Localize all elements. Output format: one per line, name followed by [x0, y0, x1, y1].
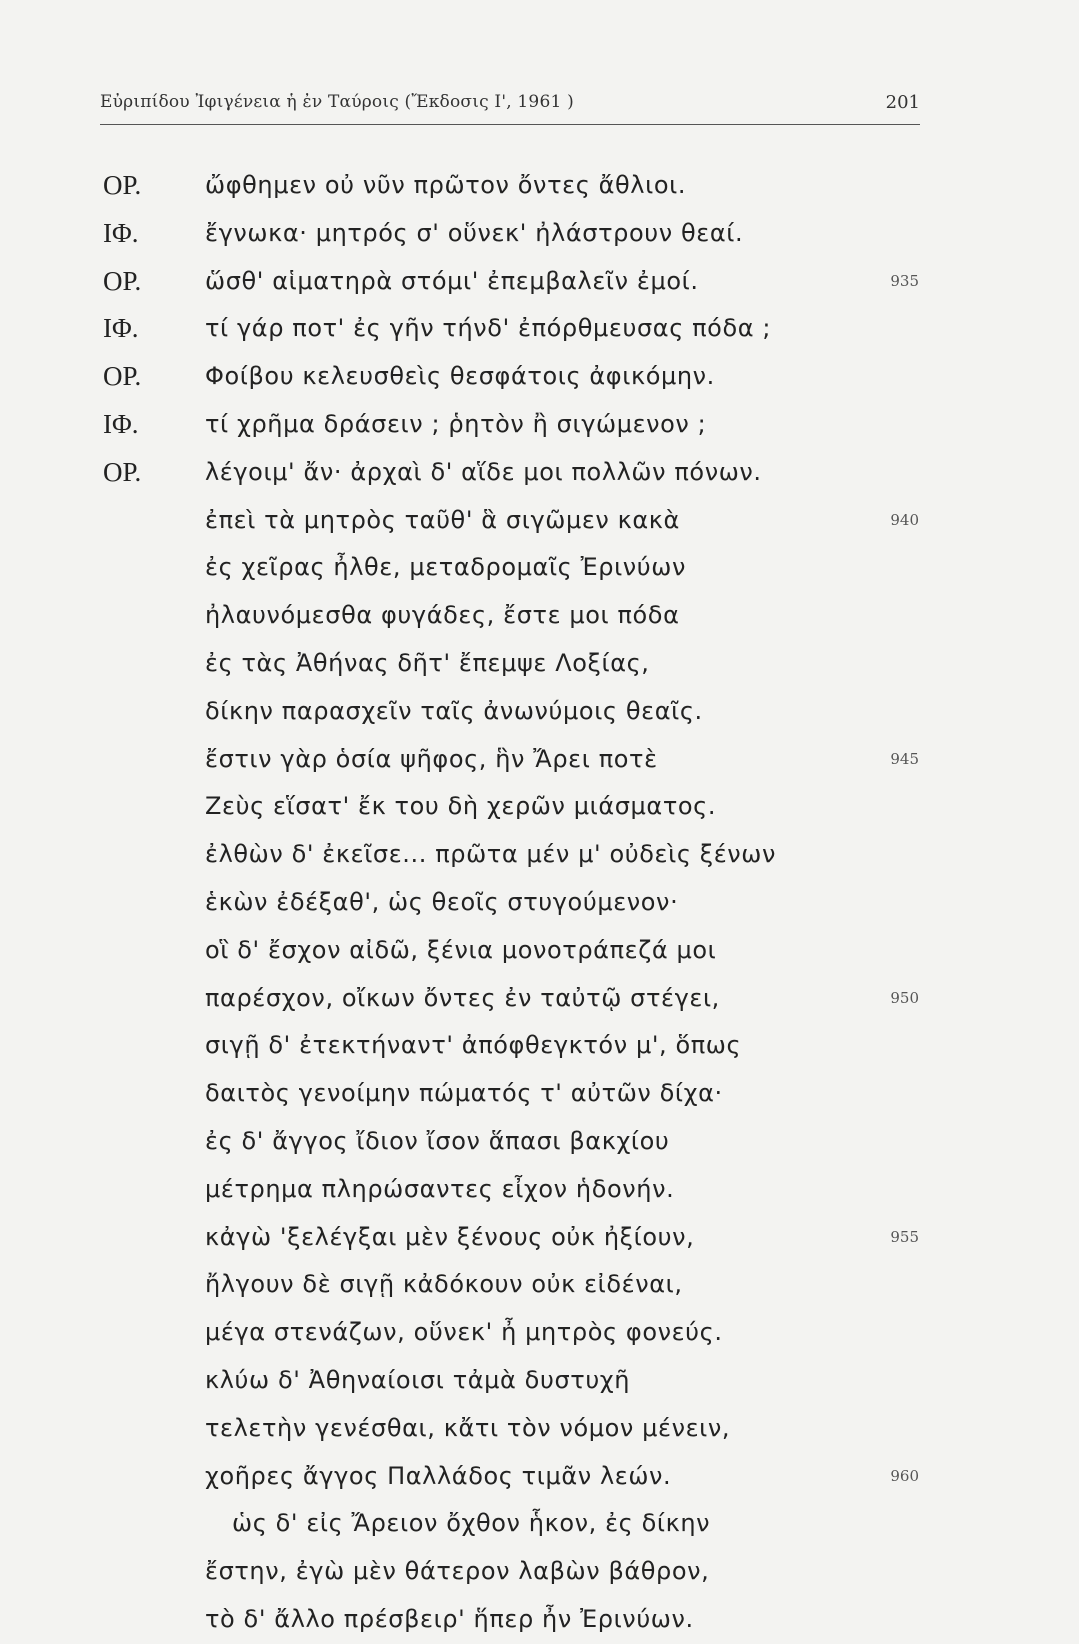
- verse-line: [0, 736, 1079, 784]
- speaker-label: ΟΡ.: [103, 170, 142, 200]
- verse-line: [0, 1357, 1079, 1405]
- verse-text: μέτρημα πληρώσαντες εἶχον ἡδονήν.: [205, 1174, 675, 1203]
- verse-line: [0, 640, 1079, 688]
- verse-text: τί χρῆμα δράσειν ; ῥητὸν ἢ σιγώμενον ;: [205, 409, 707, 438]
- verse-line: [0, 1405, 1079, 1453]
- verse-text: ἐς χεῖρας ἦλθε, μεταδρομαῖς Ἐρινύων: [205, 553, 686, 582]
- verse-line: [0, 831, 1079, 879]
- speaker-label: ΙΦ.: [103, 217, 139, 248]
- verse-line: [0, 353, 1079, 401]
- verse-text: ἠλαυνόμεσθα φυγάδες, ἔστε μοι πόδα: [205, 601, 680, 630]
- verse-line: [0, 1548, 1079, 1596]
- verse-text: δαιτὸς γενοίμην πώματός τ' αὐτῶν δίχα·: [205, 1079, 723, 1108]
- verse-text: ὥσθ' αἱματηρὰ στόμι' ἐπεμβαλεῖν ἐμοί.: [205, 266, 699, 295]
- verse-line: [0, 592, 1079, 640]
- verse-text: ἤλγουν δὲ σιγῇ κἀδόκουν οὐκ εἰδέναι,: [205, 1270, 683, 1299]
- verse-text: ἔγνωκα· μητρός σ' οὕνεκ' ἠλάστρουν θεαί.: [205, 218, 744, 247]
- verse-text: ἐς τὰς Ἀθήνας δῆτ' ἔπεμψε Λοξίας,: [205, 648, 650, 677]
- verse-text: Φοίβου κελευσθεὶς θεσφάτοις ἀφικόμην.: [205, 362, 715, 391]
- verse-text: μέγα στενάζων, οὕνεκ' ἦ μητρὸς φονεύς.: [205, 1318, 723, 1347]
- verse-block: [0, 162, 1079, 1644]
- line-number: 960: [890, 1466, 919, 1485]
- verse-text: δίκην παρασχεῖν ταῖς ἀνωνύμοις θεαῖς.: [205, 696, 703, 725]
- speaker-label: ΟΡ.: [103, 361, 142, 392]
- verse-line: [0, 1261, 1079, 1309]
- verse-line: [0, 1070, 1079, 1118]
- verse-text: κἀγὼ 'ξελέγξαι μὲν ξένους οὐκ ἠξίουν,: [205, 1222, 695, 1251]
- running-title: Εὐριπίδου Ἰφιγένεια ἡ ἐν Ταύροις (Ἔκδοσις Ι', 1961 ): [100, 92, 574, 112]
- verse-line: [0, 544, 1079, 592]
- line-number: 940: [890, 510, 919, 529]
- verse-text: τελετὴν γενέσθαι, κἄτι τὸν νόμον μένειν,: [205, 1413, 731, 1442]
- verse-line: [0, 1214, 1079, 1262]
- verse-line: [0, 688, 1079, 736]
- verse-text: κλύω δ' Ἀθηναίοισι τἀμὰ δυστυχῆ: [205, 1365, 631, 1394]
- line-number: 935: [890, 271, 919, 290]
- verse-line: [0, 927, 1079, 975]
- page-number: 201: [885, 92, 920, 113]
- verse-text: ἐς δ' ἄγγος ἴδιον ἴσον ἅπασι βακχίου: [205, 1126, 670, 1155]
- verse-text: ὤφθημεν οὐ νῦν πρῶτον ὄντες ἄθλιοι.: [205, 171, 687, 199]
- verse-line: [0, 258, 1079, 306]
- verse-text: λέγοιμ' ἄν· ἀρχαὶ δ' αἵδε μοι πολλῶν πόνων.: [205, 457, 762, 486]
- verse-text: ἔστην, ἐγὼ μὲν θάτερον λαβὼν βάθρον,: [205, 1557, 710, 1586]
- verse-line: [0, 783, 1079, 831]
- verse-text: τί γάρ ποτ' ἐς γῆν τήνδ' ἐπόρθμευσας πόδα ;: [205, 314, 772, 343]
- header-rule: [100, 124, 920, 125]
- verse-line: [0, 210, 1079, 258]
- line-number: 950: [890, 988, 919, 1007]
- speaker-label: ΟΡ.: [103, 265, 142, 296]
- line-number: 945: [890, 749, 919, 768]
- verse-text: ἐλθὼν δ' ἐκεῖσε... πρῶτα μέν μ' οὐδεὶς ξένων: [205, 840, 776, 869]
- verse-text: Ζεὺς εἵσατ' ἔκ του δὴ χερῶν μιάσματος.: [205, 792, 717, 821]
- verse-line: [0, 1166, 1079, 1214]
- verse-line: [0, 401, 1079, 449]
- verse-line: [0, 1118, 1079, 1166]
- verse-text: ἑκὼν ἐδέξαθ', ὡς θεοῖς στυγούμενον·: [205, 887, 679, 916]
- verse-text: παρέσχον, οἴκων ὄντες ἐν ταὐτῷ στέγει,: [205, 983, 720, 1012]
- speaker-label: ΙΦ.: [103, 408, 139, 439]
- speaker-label: ΙΦ.: [103, 313, 139, 344]
- verse-line: [0, 497, 1079, 545]
- line-number: 955: [890, 1227, 919, 1246]
- verse-line: [0, 1309, 1079, 1357]
- verse-text: οἳ δ' ἔσχον αἰδῶ, ξένια μονοτράπεζά μοι: [205, 935, 717, 964]
- verse-text: ἔστιν γὰρ ὁσία ψῆφος, ἣν Ἄρει ποτὲ: [205, 744, 658, 773]
- verse-text: σιγῇ δ' ἐτεκτήναντ' ἀπόφθεγκτόν μ', ὅπως: [205, 1031, 742, 1060]
- verse-text: ὡς δ' εἰς Ἄρειον ὄχθον ἧκον, ἐς δίκην: [232, 1509, 711, 1538]
- verse-line: [0, 449, 1079, 497]
- verse-text: χοῆρες ἄγγος Παλλάδος τιμᾶν λεών.: [205, 1461, 672, 1490]
- verse-text: ἐπεὶ τὰ μητρὸς ταῦθ' ἃ σιγῶμεν κακὰ: [205, 505, 680, 534]
- speaker-label: ΟΡ.: [103, 456, 142, 487]
- verse-text: τὸ δ' ἄλλο πρέσβειρ' ἥπερ ἦν Ἐρινύων.: [205, 1604, 694, 1633]
- verse-line: [0, 879, 1079, 927]
- verse-line: [0, 975, 1079, 1023]
- verse-line: [0, 1500, 1079, 1548]
- verse-line: [0, 1596, 1079, 1644]
- verse-line: [0, 1022, 1079, 1070]
- verse-line: [0, 162, 1079, 210]
- verse-line: [0, 305, 1079, 353]
- verse-line: [0, 1453, 1079, 1501]
